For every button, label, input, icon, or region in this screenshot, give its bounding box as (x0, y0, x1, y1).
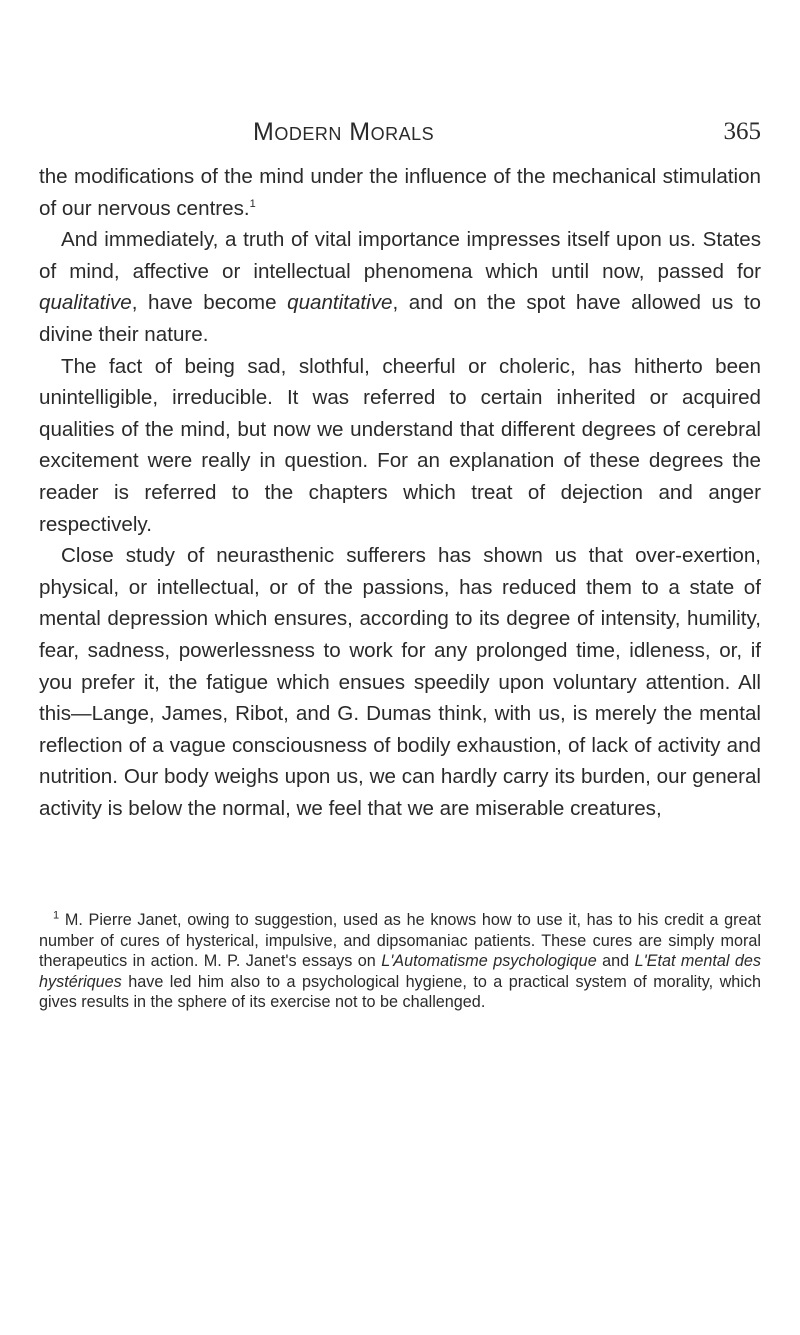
paragraph-2-text-c: , and on the spot have allowed us to divine their nature. (39, 291, 762, 346)
paragraph-3: The fact of being sad, slothful, cheerful or choleric, has hitherto been unintelligible, irreducible. It was referred to certain inherited or acquired qualities of the mind, but now we understand that different degrees of cerebral excitement were really in question. For an explanation of these degrees the reader is referred to the chapters which treat of dejection and anger respectively. (39, 354, 761, 536)
italic-quantitative: quantitative (287, 291, 393, 315)
page-header (39, 118, 761, 158)
footnote-text-b: and (596, 952, 635, 970)
footnote-text-a: M. Pierre Janet, owing to suggestion, used as he knows how to use it, has to his credit a great number of cures of hysterical, impulsive, and dipsomaniac patients. These cures are simply moral therapeutics in action. M. P. Janet's essays on (39, 911, 762, 970)
body-text (39, 161, 761, 824)
footnote-reference: 1 (249, 197, 256, 210)
italic-qualitative: qualitative (39, 291, 132, 315)
paragraph-1-text: the modifications of the mind under the influence of the mechanical stimulation of our nervous centres. (39, 165, 761, 220)
footnotes (39, 910, 761, 1013)
footnote-text-c: have led him also to a psychological hygiene, to a practical system of morality, which gives results in the sphere of its exercise not to be challenged. (39, 972, 761, 1011)
paragraph-2 (39, 224, 761, 350)
paragraph-2-text-b: , have become (131, 291, 288, 315)
footnote-marker: 1 (53, 909, 60, 922)
paragraph-2-text-a: And immediately, a truth of vital importance impresses itself upon us. States of mind, affective or intellectual phenomena which until now, passed for (39, 228, 761, 283)
paragraph-1 (39, 161, 761, 224)
footnote-title-automatisme: L'Automatisme psychologique (381, 952, 597, 970)
footnote-title-etat-mental: L'Etat mental des hystériques (39, 952, 761, 991)
paragraph-4: Close study of neurasthenic sufferers has shown us that over-exertion, physical, or intellectual, or of the passions, has reduced them to a state of mental depression which ensures, according to its degree of intensity, humility, fear, sadness, powerlessness to work for any prolonged time, idleness, or, if you prefer it, the fatigue which ensues speedily upon voluntary attention. All this—Lange, James, Ribot, and G. Dumas think, with us, is merely the mental reflection of a vague consciousness of bodily exhaustion, of lack of activity and nutrition. Our body weighs upon us, we can hardly carry its burden, our general activity is below the normal, we feel that we are miserable creatures, (39, 544, 761, 820)
page-number: 365 (723, 118, 761, 145)
running-title: Modern Morals (253, 118, 435, 146)
footnote-1 (39, 910, 761, 1013)
